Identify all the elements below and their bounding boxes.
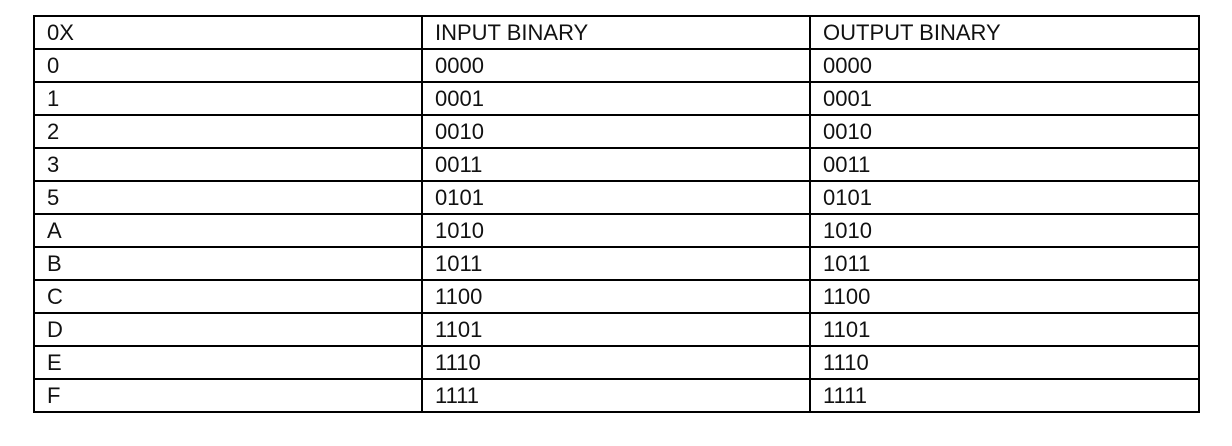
input-binary-cell: 1110	[422, 346, 810, 379]
header-input-binary: INPUT BINARY	[422, 16, 810, 49]
input-binary-cell: 1100	[422, 280, 810, 313]
input-binary-cell: 1011	[422, 247, 810, 280]
input-binary-cell: 1101	[422, 313, 810, 346]
hex-cell: E	[34, 346, 422, 379]
table-row	[34, 247, 1199, 280]
output-binary-cell: 1010	[810, 214, 1199, 247]
table-row	[34, 313, 1199, 346]
input-binary-cell: 0101	[422, 181, 810, 214]
input-binary-cell: 1111	[422, 379, 810, 412]
table-row	[34, 346, 1199, 379]
output-binary-cell: 0101	[810, 181, 1199, 214]
table-row	[34, 181, 1199, 214]
table-row	[34, 280, 1199, 313]
input-binary-cell: 0000	[422, 49, 810, 82]
table-row	[34, 214, 1199, 247]
output-binary-cell: 0010	[810, 115, 1199, 148]
table-row	[34, 49, 1199, 82]
table-row	[34, 148, 1199, 181]
hex-cell: B	[34, 247, 422, 280]
input-binary-cell: 1010	[422, 214, 810, 247]
header-output-binary: OUTPUT BINARY	[810, 16, 1199, 49]
table-row	[34, 82, 1199, 115]
input-binary-cell: 0011	[422, 148, 810, 181]
hex-cell: F	[34, 379, 422, 412]
output-binary-cell: 1111	[810, 379, 1199, 412]
hex-cell: 2	[34, 115, 422, 148]
output-binary-cell: 0001	[810, 82, 1199, 115]
hex-cell: 0	[34, 49, 422, 82]
table-row	[34, 379, 1199, 412]
input-binary-cell: 0001	[422, 82, 810, 115]
hex-cell: 5	[34, 181, 422, 214]
hex-cell: D	[34, 313, 422, 346]
hex-cell: A	[34, 214, 422, 247]
hex-cell: 1	[34, 82, 422, 115]
header-hex: 0X	[34, 16, 422, 49]
output-binary-cell: 0011	[810, 148, 1199, 181]
table-row	[34, 115, 1199, 148]
hex-cell: 3	[34, 148, 422, 181]
output-binary-cell: 1100	[810, 280, 1199, 313]
output-binary-cell: 1011	[810, 247, 1199, 280]
output-binary-cell: 1110	[810, 346, 1199, 379]
table-header-row	[34, 16, 1199, 49]
input-binary-cell: 0010	[422, 115, 810, 148]
hex-cell: C	[34, 280, 422, 313]
output-binary-cell: 0000	[810, 49, 1199, 82]
output-binary-cell: 1101	[810, 313, 1199, 346]
hex-binary-table	[33, 15, 1200, 413]
